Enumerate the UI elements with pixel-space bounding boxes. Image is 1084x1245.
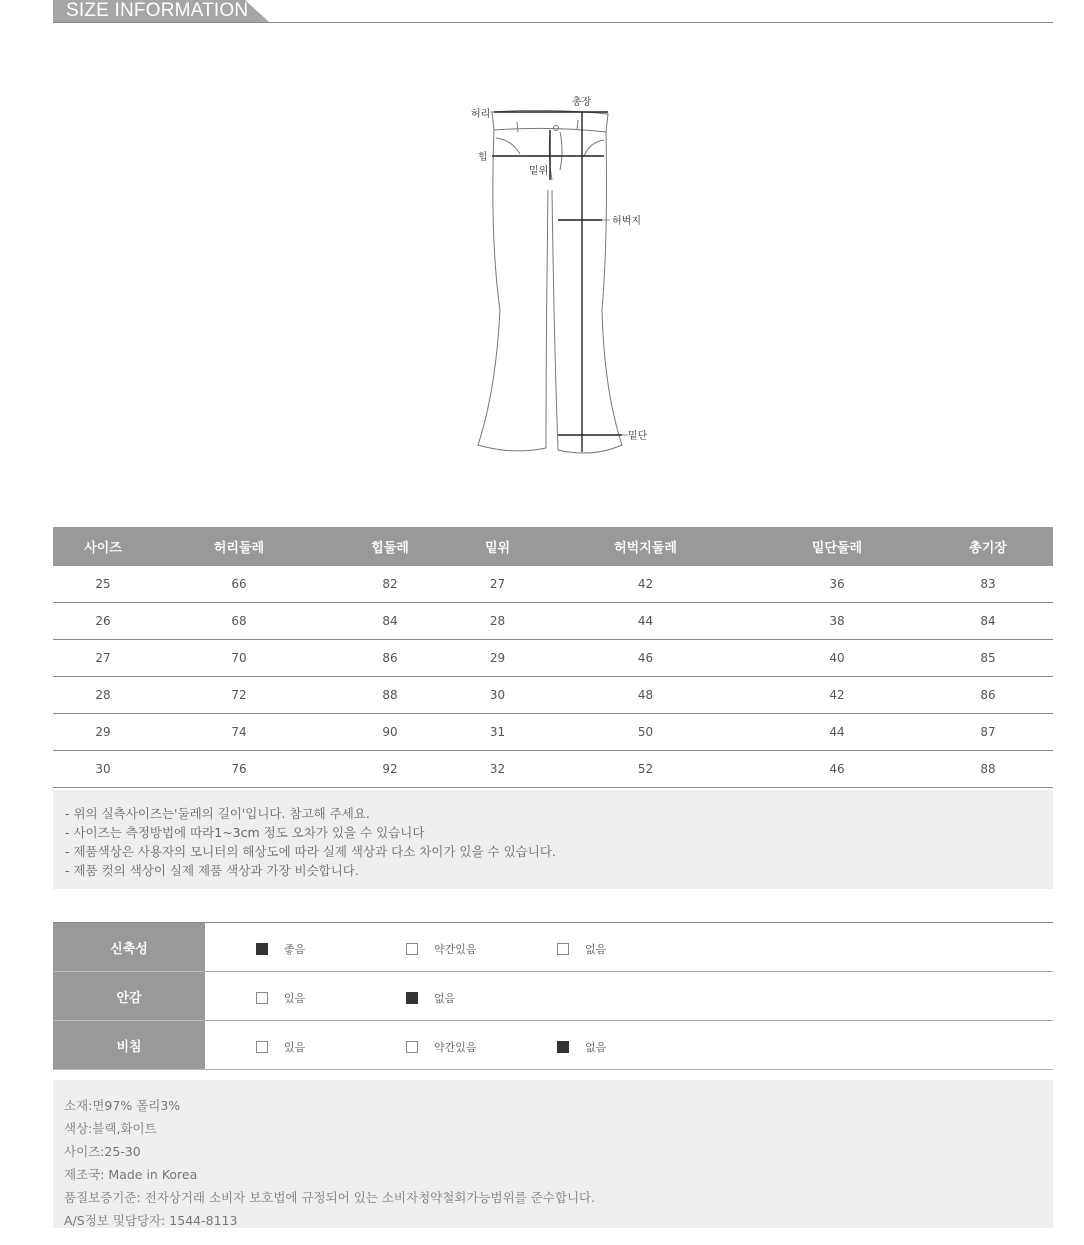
column-header: 밑단둘레	[751, 527, 923, 566]
table-cell: 31	[455, 714, 540, 751]
table-cell: 72	[153, 677, 325, 714]
option-label: 좋음	[284, 943, 306, 956]
table-row	[53, 677, 1053, 714]
column-header: 밑위	[455, 527, 540, 566]
table-cell: 30	[455, 677, 540, 714]
info-line: 색상:블랙,화이트	[64, 1121, 157, 1136]
table-cell: 27	[53, 640, 153, 677]
column-header: 허리둘레	[153, 527, 325, 566]
attribute-option[interactable]	[256, 1039, 305, 1055]
table-cell: 83	[923, 566, 1053, 603]
info-line: 사이즈:25-30	[64, 1144, 141, 1159]
checked-box-icon[interactable]	[406, 992, 418, 1004]
note-line: - 제품색상은 사용자의 모니터의 해상도에 따라 실제 색상과 다소 차이가 있을 수 있습니다.	[65, 844, 556, 859]
table-row	[53, 603, 1053, 640]
attribute-options	[205, 972, 1053, 1021]
unchecked-box-icon[interactable]	[406, 943, 418, 955]
attribute-options	[205, 923, 1053, 972]
table-cell: 87	[923, 714, 1053, 751]
table-cell: 25	[53, 566, 153, 603]
unchecked-box-icon[interactable]	[256, 1041, 268, 1053]
table-cell: 74	[153, 714, 325, 751]
product-info	[53, 1080, 1053, 1228]
info-line: 소재:면97% 폴리3%	[64, 1098, 181, 1113]
table-cell: 88	[325, 677, 455, 714]
section-title: SIZE INFORMATION	[66, 0, 249, 21]
table-cell: 90	[325, 714, 455, 751]
info-line: 제조국: Made in Korea	[64, 1167, 198, 1182]
attribute-label: 비침	[53, 1021, 205, 1070]
table-row	[53, 751, 1053, 788]
table-cell: 29	[53, 714, 153, 751]
table-cell: 42	[540, 566, 751, 603]
table-cell: 48	[540, 677, 751, 714]
table-cell: 86	[923, 677, 1053, 714]
table-cell: 44	[540, 603, 751, 640]
size-table-header	[53, 527, 1053, 566]
pants-diagram	[462, 90, 662, 470]
attribute-option[interactable]	[557, 941, 606, 957]
attribute-row	[53, 972, 1053, 1021]
table-cell: 68	[153, 603, 325, 640]
option-label: 있음	[284, 1041, 306, 1054]
label-hip: 힙	[478, 152, 488, 163]
table-cell: 32	[455, 751, 540, 788]
table-cell: 85	[923, 640, 1053, 677]
table-cell: 84	[923, 603, 1053, 640]
info-line: A/S정보 및담당자: 1544-8113	[64, 1213, 238, 1228]
table-cell: 88	[923, 751, 1053, 788]
table-cell: 40	[751, 640, 923, 677]
option-label: 없음	[585, 1041, 607, 1054]
attribute-option[interactable]	[557, 1039, 606, 1055]
table-cell: 42	[751, 677, 923, 714]
size-table	[53, 527, 1053, 788]
table-row	[53, 566, 1053, 603]
info-line: 품질보증기준: 전자상거래 소비자 보호법에 규정되어 있는 소비자청약철회가능범위를 준수합니다.	[64, 1190, 596, 1205]
table-cell: 44	[751, 714, 923, 751]
attribute-table	[53, 922, 1053, 1070]
option-label: 없음	[434, 992, 456, 1005]
pants-illustration	[462, 90, 662, 470]
table-cell: 28	[53, 677, 153, 714]
unchecked-box-icon[interactable]	[256, 992, 268, 1004]
table-cell: 26	[53, 603, 153, 640]
attribute-row	[53, 923, 1053, 972]
table-cell: 50	[540, 714, 751, 751]
column-header: 총기장	[923, 527, 1053, 566]
note-line: - 위의 실측사이즈는'둘레의 길이'입니다. 참고해 주세요.	[65, 806, 370, 821]
option-label: 없음	[585, 943, 607, 956]
checked-box-icon[interactable]	[557, 1041, 569, 1053]
table-cell: 28	[455, 603, 540, 640]
table-cell: 46	[540, 640, 751, 677]
table-cell: 92	[325, 751, 455, 788]
table-cell: 36	[751, 566, 923, 603]
column-header: 사이즈	[53, 527, 153, 566]
label-rise: 밑위	[529, 166, 549, 177]
table-cell: 66	[153, 566, 325, 603]
unchecked-box-icon[interactable]	[406, 1041, 418, 1053]
unchecked-box-icon[interactable]	[557, 943, 569, 955]
note-line: - 사이즈는 측정방법에 따라1~3cm 정도 오차가 있을 수 있습니다	[65, 825, 425, 840]
option-label: 약간있음	[434, 1041, 477, 1054]
table-cell: 46	[751, 751, 923, 788]
label-hem: 밑단	[628, 431, 648, 442]
size-notes	[53, 790, 1053, 889]
table-cell: 70	[153, 640, 325, 677]
table-cell: 82	[325, 566, 455, 603]
table-cell: 86	[325, 640, 455, 677]
table-cell: 84	[325, 603, 455, 640]
option-label: 있음	[284, 992, 306, 1005]
section-header	[53, 0, 1053, 23]
note-line: - 제품 컷의 색상이 실제 제품 색상과 가장 비슷합니다.	[65, 863, 359, 878]
attribute-options	[205, 1021, 1053, 1070]
table-cell: 30	[53, 751, 153, 788]
attribute-option[interactable]	[406, 1039, 477, 1055]
attribute-label: 신축성	[53, 923, 205, 972]
label-length: 총장	[572, 97, 592, 108]
attribute-label: 안감	[53, 972, 205, 1021]
table-cell: 29	[455, 640, 540, 677]
attribute-option[interactable]	[406, 941, 477, 957]
label-thigh: 허벅지	[612, 216, 641, 227]
table-row	[53, 714, 1053, 751]
option-label: 약간있음	[434, 943, 477, 956]
checked-box-icon[interactable]	[256, 943, 268, 955]
table-cell: 38	[751, 603, 923, 640]
table-cell: 76	[153, 751, 325, 788]
table-row	[53, 640, 1053, 677]
attribute-option[interactable]	[256, 941, 305, 957]
label-waist: 허리	[471, 109, 491, 120]
table-cell: 27	[455, 566, 540, 603]
attribute-option[interactable]	[256, 990, 305, 1006]
attribute-row	[53, 1021, 1053, 1070]
table-cell: 52	[540, 751, 751, 788]
column-header: 힙둘레	[325, 527, 455, 566]
attribute-option[interactable]	[406, 990, 455, 1006]
column-header: 허벅지둘레	[540, 527, 751, 566]
